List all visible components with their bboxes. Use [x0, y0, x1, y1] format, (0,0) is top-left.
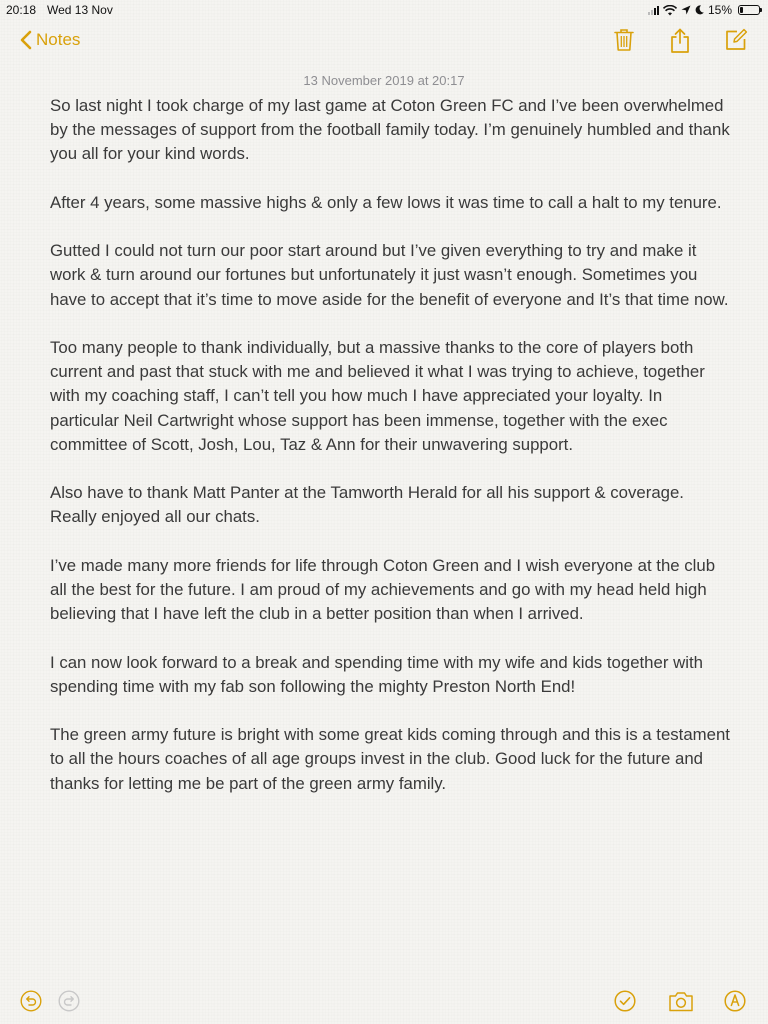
- nav-bar: [0, 24, 768, 60]
- back-button[interactable]: [20, 30, 80, 50]
- chevron-left-icon: [20, 30, 32, 50]
- bottom-toolbar: [0, 974, 768, 1024]
- status-time: 20:18: [6, 3, 37, 17]
- moon-icon: [695, 5, 704, 15]
- back-label: Notes: [36, 30, 81, 49]
- note-paragraph: Too many people to thank individually, but a massive thanks to the core of players both current and past that stuck with me and believed it what I was trying to achieve, together with my coaching staff, I can’t tell you how much I have appreciated your loyalty. In particular Neil Cartwright whose support has been immense, together with the exec committee of Scott, Josh, Lou, Taz & Ann for their unwavering support.: [50, 337, 705, 454]
- battery-level: [740, 7, 743, 13]
- location-icon: [681, 5, 691, 15]
- note-paragraph: After 4 years, some massive highs & only a few lows it was time to call a halt to my tenure.: [50, 192, 722, 212]
- trash-icon[interactable]: [614, 28, 634, 52]
- note-paragraph: Gutted I could not turn our poor start around but I’ve given everything to try and make it work & turn around our fortunes but unfortunately it just wasn’t enough. Sometimes you have to accept that it’s time to move aside for the benefit of everyone and It’s that time now.: [50, 241, 729, 309]
- undo-icon[interactable]: [20, 990, 42, 1012]
- note-paragraph: The green army future is bright with some great kids coming through and this is a testament to all the hours coaches of all age groups invest in the club. Good luck for the future and thanks for letting me be part of the green army family.: [50, 725, 730, 793]
- wifi-icon: [663, 5, 677, 16]
- note-timestamp: 13 November 2019 at 20:17: [303, 73, 465, 88]
- note-paragraph: So last night I took charge of my last game at Coton Green FC and I’ve been overwhelmed by the messages of support from the football family today. I’m genuinely humbled and thank you all for your kind words.: [50, 96, 730, 164]
- redo-icon[interactable]: [58, 990, 80, 1012]
- note-paragraph: I can now look forward to a break and spending time with my wife and kids together with spending time with my fab son following the mighty Preston North End!: [50, 652, 703, 696]
- battery-percent: 15%: [707, 3, 732, 17]
- status-indicators: [648, 3, 760, 17]
- note-paragraph: I’ve made many more friends for life through Coton Green and I wish everyone at the club all the best for the future. I am proud of my achievements and go with my head held high believing that I have left the club in a better position than when I arrived.: [50, 555, 716, 624]
- status-bar: [0, 0, 768, 20]
- note-body[interactable]: [50, 94, 730, 820]
- note-paragraph: Also have to thank Matt Panter at the Tamworth Herald for all his support & coverage. Really enjoyed all our chats.: [50, 483, 684, 527]
- markup-icon[interactable]: [724, 990, 746, 1012]
- compose-icon[interactable]: [724, 28, 748, 52]
- share-icon[interactable]: [669, 28, 691, 54]
- status-date: Wed 13 Nov: [47, 3, 113, 17]
- signal-icon: [648, 5, 659, 15]
- camera-icon[interactable]: [668, 991, 694, 1012]
- checklist-icon[interactable]: [614, 990, 636, 1012]
- battery-icon: [738, 5, 760, 15]
